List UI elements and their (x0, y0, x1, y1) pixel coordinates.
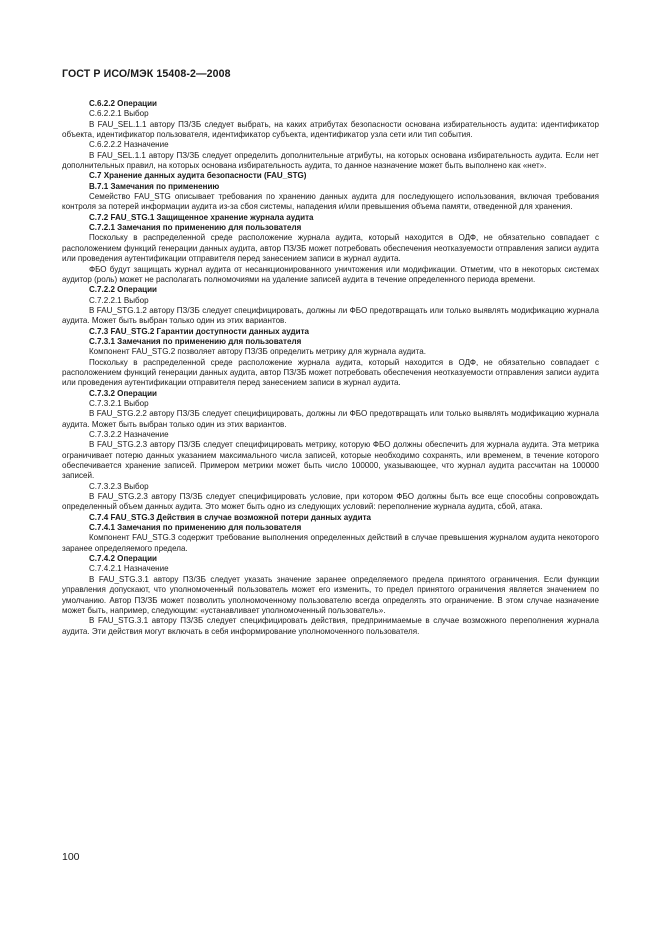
section-heading: С.7.2.2 Операции (89, 285, 158, 295)
paragraph: С.7.2.2.1 Выбор (89, 295, 149, 305)
page-header: ГОСТ Р ИСО/МЭК 15408-2—2008 (62, 68, 231, 80)
paragraph: Поскольку в распределенной среде расположение журнала аудита, который находится в ОДФ, не обязательно совпадает с расположением функций генерации данных аудита, автор ПЗ/ЗБ может потребовать обеспечения неотказуемости отправления записи аудита или проведения аутентификации отправителя перед занесением записи в журнал аудита. (62, 233, 599, 264)
paragraph: Поскольку в распределенной среде расположение журнала аудита, который находится в ОДФ, не обязательно совпадает с расположением функций генерации данных аудита, автор ПЗ/ЗБ может потребовать обеспечения неотказуемости отправления записи аудита или проведения аутентификации отправителя перед занесением записи в журнал аудита. (62, 357, 599, 388)
paragraph: ФБО будут защищать журнал аудита от несанкционированного уничтожения или модификации. Отметим, что в некоторых системах аудитор (роль) может не располагать полномочиями на удаление записей аудита в течение определенного периода времени. (62, 264, 599, 284)
paragraph: С.7.3.2.2 Назначение (89, 430, 169, 439)
paragraph: С.7.3.2.1 Выбор (89, 398, 149, 408)
paragraph: Семейство FAU_STG описывает требования по хранению данных аудита для последующего использования, включая требования контроля за потерей информации аудита из-за сбоя системы, нападения и/или превышения объема памяти, отведенной для хранения. (62, 192, 599, 212)
paragraph: С.7.3.2.3 Выбор (89, 481, 149, 491)
section-heading: С.6.2.2 Операции (89, 99, 158, 108)
page-number: 100 (62, 851, 80, 863)
section-heading: С.7 Хранение данных аудита безопасности (FAU_STG) (89, 171, 307, 181)
section-heading: С.7.3.2 Операции (89, 388, 158, 398)
paragraph: В FAU_STG.2.2 автору ПЗ/ЗБ следует специфицировать, должны ли ФБО предотвращать или только выявлять модификацию журнала аудита. Может быть выбран только один из этих вариантов. (62, 409, 599, 429)
section-heading: С.7.2 FAU_STG.1 Защищенное хранение журнала аудита (89, 212, 314, 222)
paragraph: В FAU_STG.2.3 автору ПЗ/ЗБ следует специфицировать метрику, которую ФБО должны обеспечить для журнала аудита. Эта метрика ограничивает потерю данных указанием максимального числа записей, которые необходимо сохранять, или временем, в течение которого обеспечивается хранение записей. Примером метрики может быть число 100000, указывающее, что журнал аудита рассчитан на 100000 записей. (62, 440, 599, 481)
paragraph: В FAU_SEL.1.1 автору ПЗ/ЗБ следует определить дополнительные атрибуты, на которых основана избирательность аудита. Если нет дополнительных правил, на которых основана избирательность аудита, то данное назначение может быть выполнено как «нет». (62, 150, 599, 171)
paragraph: В FAU_STG.3.1 автору ПЗ/ЗБ следует указать значение заранее определяемого предела принятого ограничения. Если функции управления допускают, что уполномоченный пользователь может его изменить, то предел принятого ограничения является значением по умолчанию. Автор ПЗ/ЗБ может позволить уполномоченному пользователю всегда определять это ограничение. В этом случае назначение может быть, например, следующим: «устанавливает уполномоченный пользователь». (62, 574, 599, 615)
paragraph: В FAU_STG.1.2 автору ПЗ/ЗБ следует специфицировать, должны ли ФБО предотвращать или только выявлять модификацию журнала аудита. Может быть выбран только один из этих вариантов. (62, 305, 599, 326)
section-heading: С.7.4.1 Замечания по применению для пользователя (89, 523, 302, 533)
paragraph: С.7.4.2.1 Назначение (89, 564, 169, 574)
paragraph: В FAU_STG.3.1 автору ПЗ/ЗБ следует специфицировать действия, предпринимаемые в случае возможного переполнения журнала аудита. Эти действия могут включать в себя информирование уполномоченного пользователя. (62, 616, 599, 636)
paragraph: Компонент FAU_STG.3 содержит требование выполнения определенных действий в случае превышения журналом аудита некоторого заранее определяемого предела. (62, 533, 599, 553)
paragraph: С.6.2.2.2 Назначение (89, 140, 169, 150)
section-heading: С.7.4 FAU_STG.3 Действия в случае возможной потери данных аудита (89, 512, 371, 522)
section-heading: С.7.2.1 Замечания по применению для пользователя (89, 223, 302, 233)
section-heading: С.7.4.2 Операции (89, 554, 158, 564)
paragraph: В FAU_SEL.1.1 автору ПЗ/ЗБ следует выбрать, на каких атрибутах безопасности основана избирательность аудита: идентификатор объекта, идентификатор пользователя, идентификатор субъекта, идентификатор узла сети или тип события. (62, 119, 599, 140)
section-heading: С.7.3 FAU_STG.2 Гарантии доступности данных аудита (89, 326, 310, 336)
document-body (62, 99, 599, 637)
section-heading: В.7.1 Замечания по применению (89, 181, 220, 191)
section-heading: С.7.3.1 Замечания по применению для пользователя (89, 336, 302, 346)
paragraph: В FAU_STG.2.3 автору ПЗ/ЗБ следует специфицировать условие, при котором ФБО должны быть все еще способны сопровождать определенный объем данных аудита. Это может быть одно из следующих условий: переполнение журнала аудита, сбой, атака. (62, 492, 599, 512)
paragraph: С.6.2.2.1 Выбор (89, 109, 149, 119)
paragraph: Компонент FAU_STG.2 позволяет автору ПЗ/ЗБ определить метрику для журнала аудита. (89, 347, 426, 357)
